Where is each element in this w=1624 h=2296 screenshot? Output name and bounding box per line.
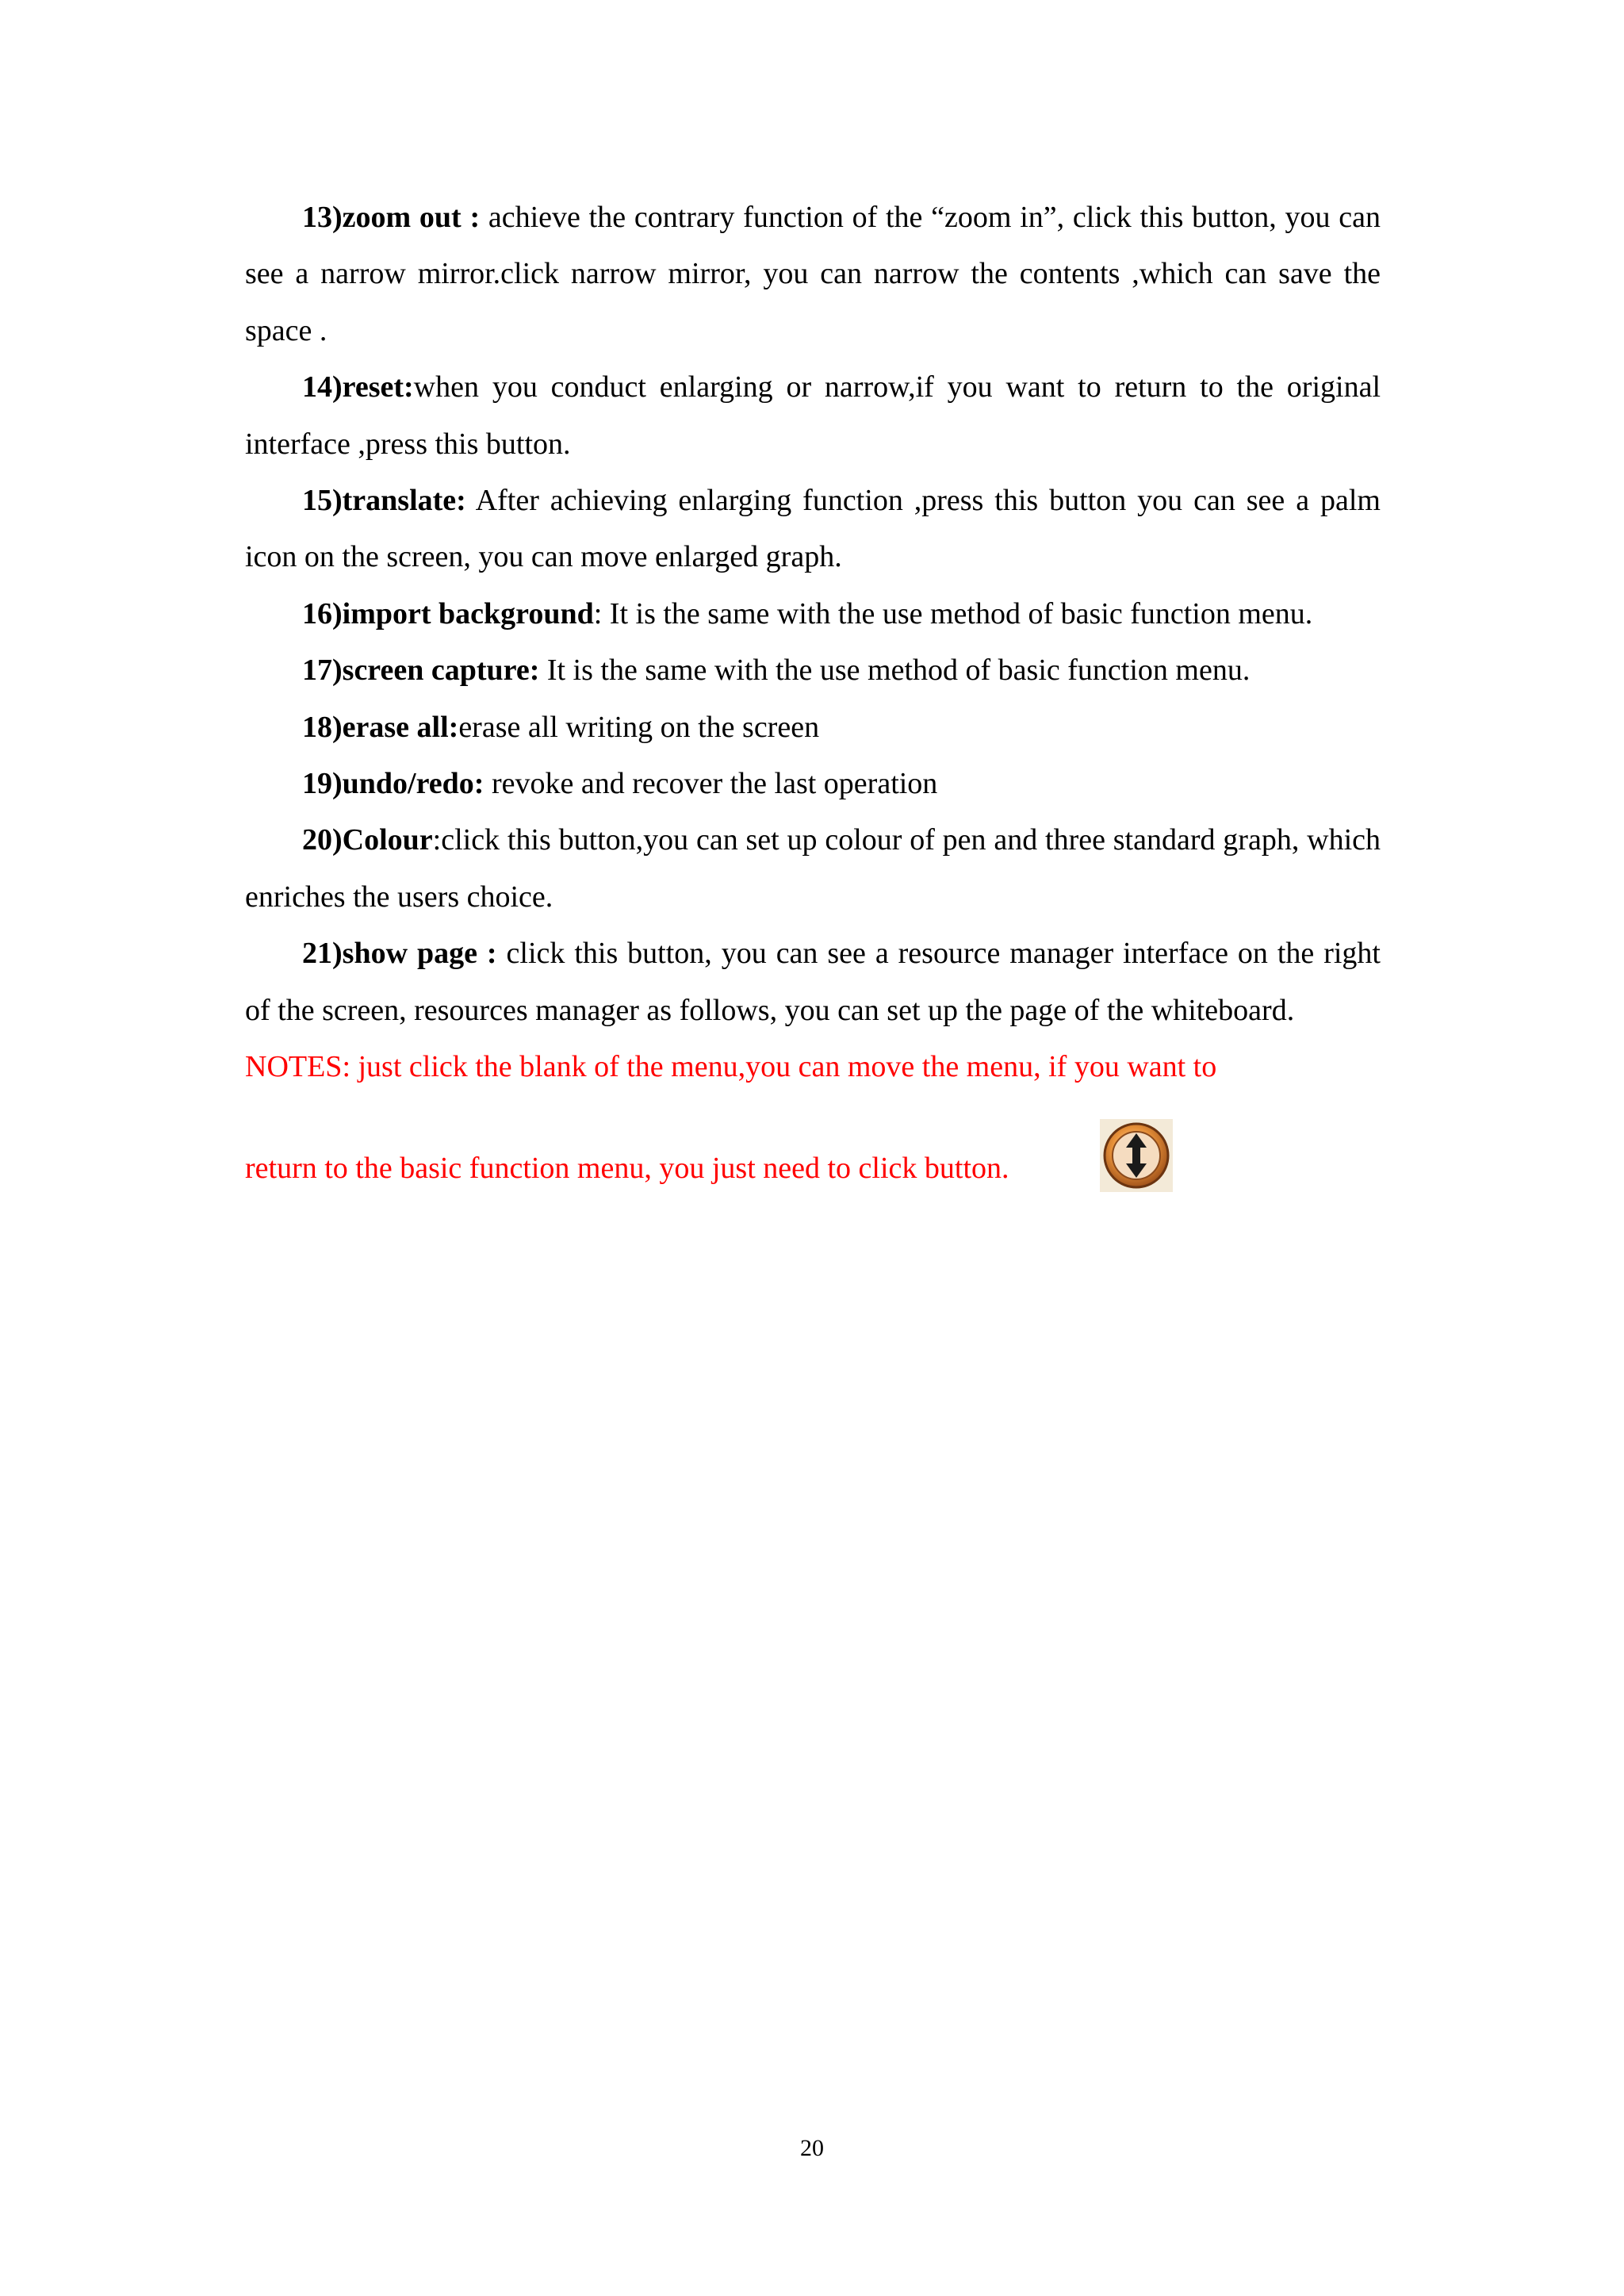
item-text: revoke and recover the last operation (484, 767, 938, 801)
item-term: 14)reset: (302, 370, 414, 404)
page-body (245, 190, 1381, 1197)
up-down-arrow-icon (1100, 1119, 1173, 1192)
item-term: 16)import background (302, 596, 594, 631)
item-reset (245, 359, 1381, 473)
item-undo-redo (245, 756, 1381, 812)
item-term: 13)zoom out : (302, 201, 481, 234)
item-term: 18)erase all: (302, 710, 459, 744)
item-erase-all (245, 700, 1381, 756)
item-term: 20)Colour (302, 823, 433, 857)
item-term: 17)screen capture: (302, 654, 540, 688)
item-text: It is the same with the use method of basic function menu. (539, 654, 1251, 688)
item-zoom-out (245, 190, 1381, 359)
item-text: After achieving enlarging function ,press this button you can see a palm icon on the screen, you can move enlarged graph. (245, 484, 1381, 574)
item-screen-capture (245, 642, 1381, 699)
notes-line-2: return to the basic function menu, you just need to click button. (245, 1151, 1009, 1185)
item-text: : It is the same with the use method of basic function menu. (593, 596, 1313, 631)
item-colour (245, 812, 1381, 926)
item-term: 21)show page : (302, 937, 497, 971)
item-text: :click this button,you can set up colour of pen and three standard graph, which enriches the users choice. (245, 823, 1381, 914)
item-text: click this button, you can see a resource manager interface on the right of the screen, resources manager as follows, you can set up the page of the whiteboard. (245, 937, 1381, 1027)
item-term: 15)translate: (302, 484, 466, 518)
item-translate (245, 473, 1381, 586)
notes-line-2-wrapper (245, 1140, 1381, 1197)
item-text: achieve the contrary function of the “zoom in”, click this button, you can see a narrow mirror.click narrow mirror, you can narrow the contents ,which can save the space . (245, 201, 1381, 347)
item-import-background (245, 586, 1381, 642)
notes-line-1: NOTES: just click the blank of the menu,you can move the menu, if you want to (245, 1050, 1217, 1084)
item-text: erase all writing on the screen (458, 710, 820, 744)
item-term: 19)undo/redo: (302, 767, 485, 801)
item-text: when you conduct enlarging or narrow,if you want to return to the original interface ,press this button. (245, 370, 1381, 461)
item-show-page (245, 926, 1381, 1039)
page-number: 20 (800, 2135, 824, 2161)
